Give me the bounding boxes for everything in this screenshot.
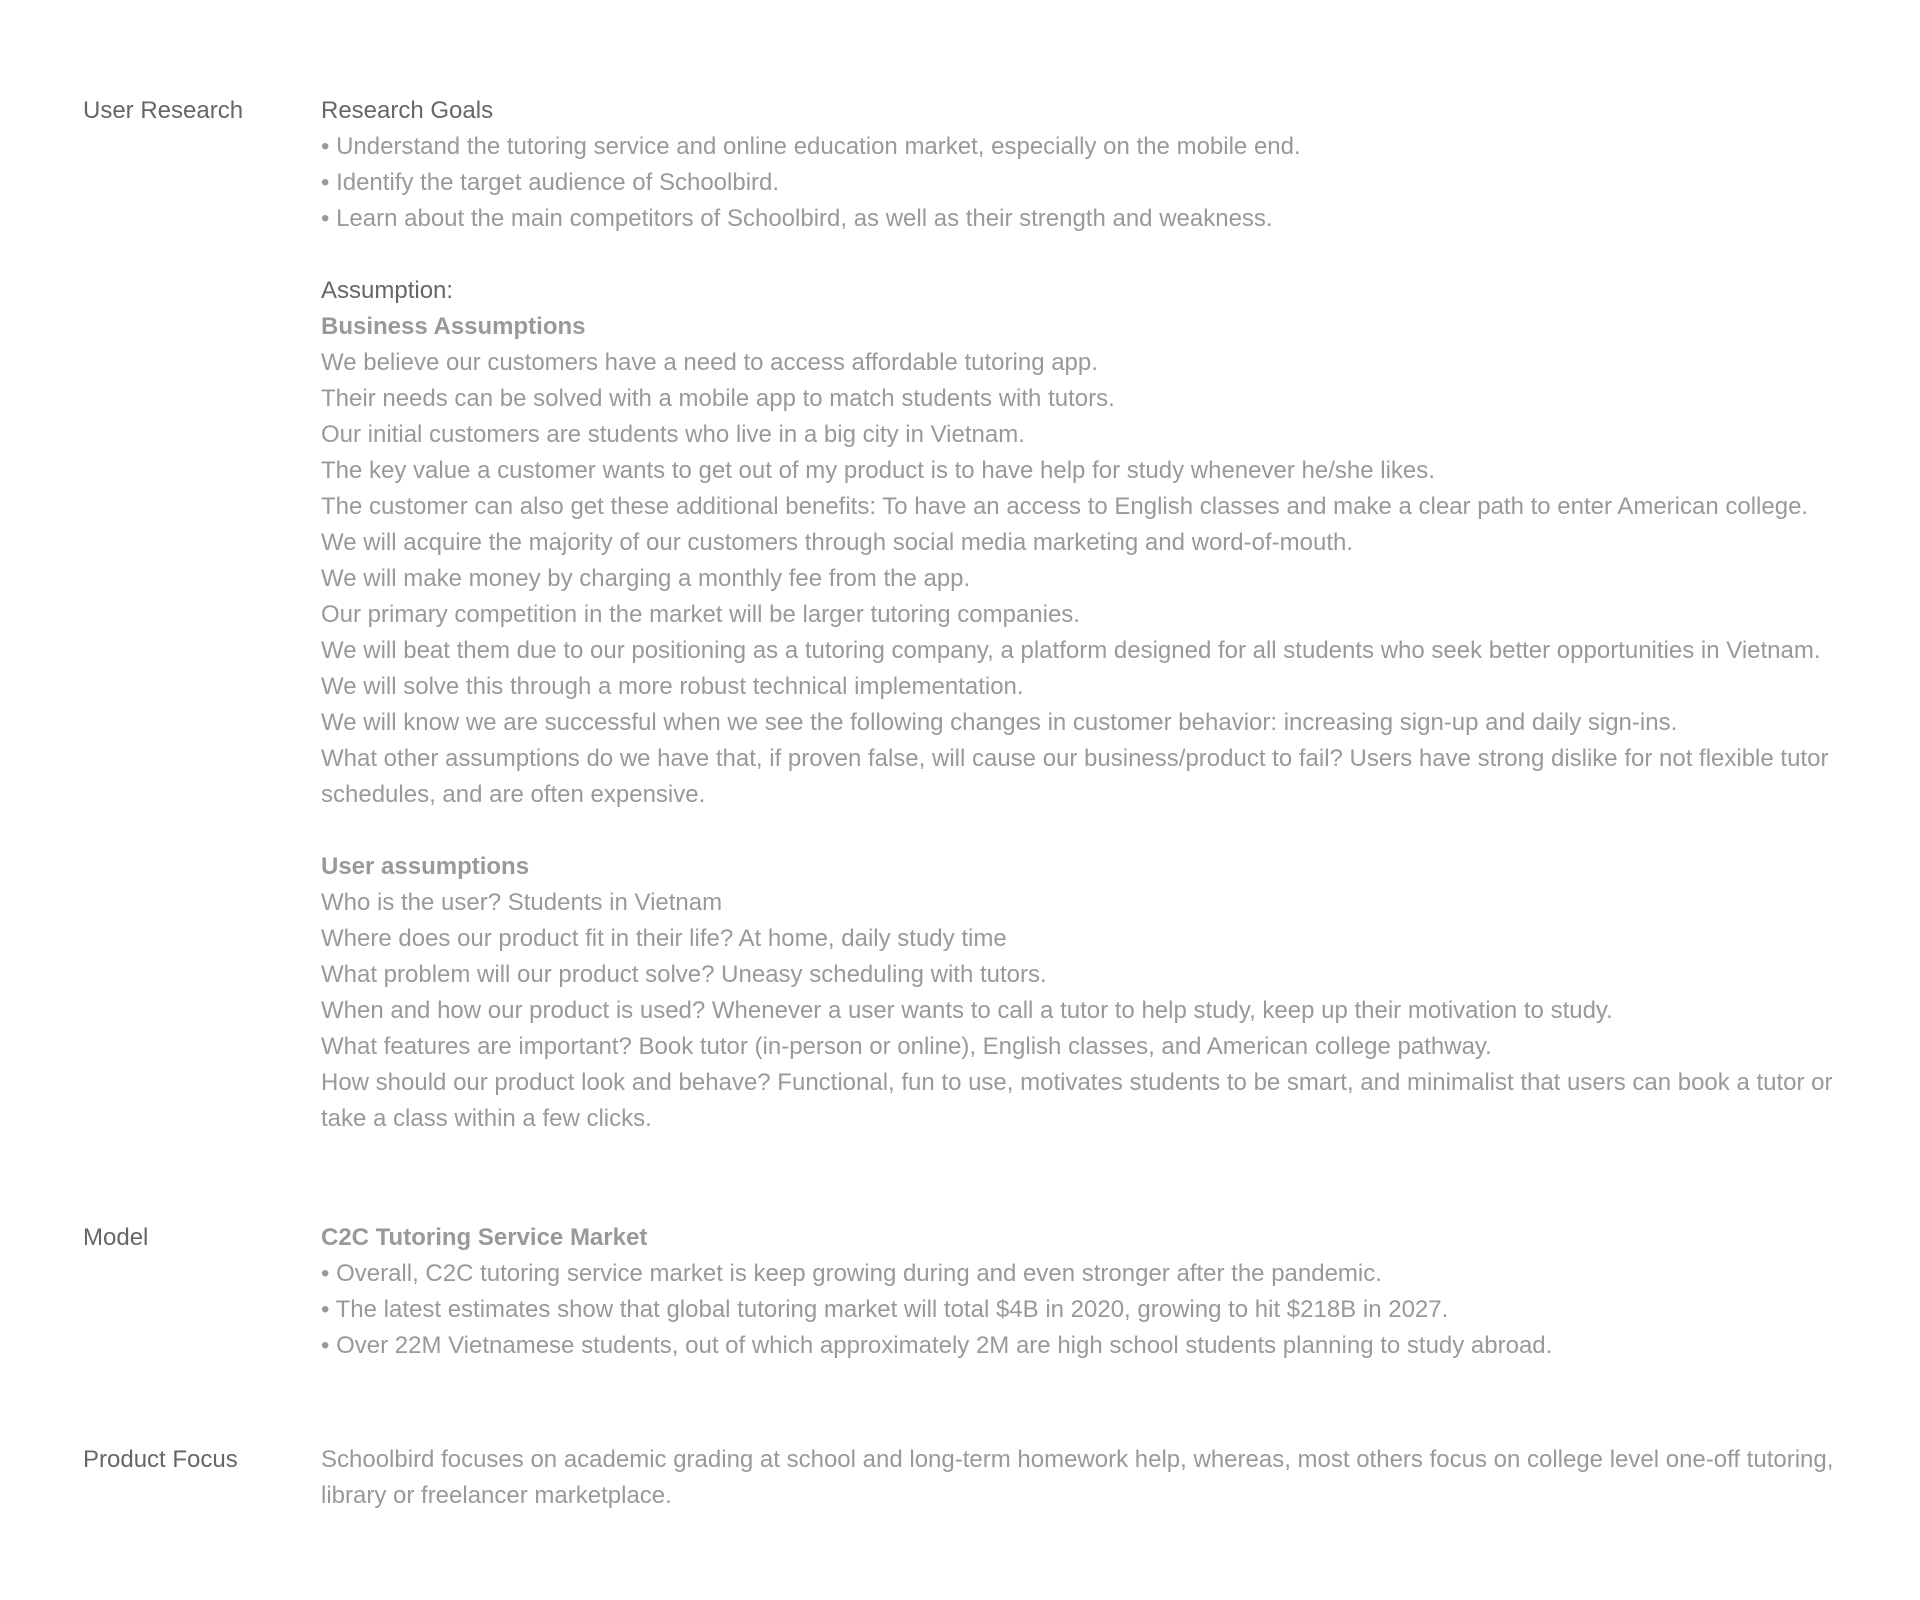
- model-label: Model: [83, 1224, 149, 1251]
- model-item: • The latest estimates show that global tutoring market will total $4B in 2020, growing to hit $218B in 2027.: [321, 1296, 1449, 1323]
- product-focus-label: Product Focus: [83, 1446, 238, 1473]
- user-assumption-line: How should our product look and behave? Functional, fun to use, motivates students to be smart, and minimalist that users can book a tutor or take a class within a few clicks.: [321, 1069, 1833, 1132]
- user-research-label: User Research: [83, 97, 244, 124]
- research-goal-item: • Understand the tutoring service and online education market, especially on the mobile end.: [321, 133, 1301, 160]
- business-assumption-line: What other assumptions do we have that, if proven false, will cause our business/product to fail? Users have strong dislike for not flexible tutor schedules, and are often expensive.: [321, 745, 1829, 808]
- user-assumption-line: What problem will our product solve? Uneasy scheduling with tutors.: [321, 961, 1047, 988]
- user-assumption-line: Where does our product fit in their life? At home, daily study time: [321, 925, 1007, 952]
- business-assumption-line: We will solve this through a more robust technical implementation.: [321, 673, 1024, 700]
- business-assumption-line: We believe our customers have a need to access affordable tutoring app.: [321, 349, 1098, 376]
- business-assumption-line: We will beat them due to our positioning as a tutoring company, a platform designed for all students who seek better opportunities in Vietnam.: [321, 637, 1821, 664]
- spacer: [321, 813, 1861, 849]
- user-research-body: [321, 93, 1861, 1137]
- assumption-heading: Assumption:: [321, 277, 454, 304]
- business-assumption-line: We will acquire the majority of our customers through social media marketing and word-of-mouth.: [321, 529, 1353, 556]
- business-assumption-line: Our primary competition in the market will be larger tutoring companies.: [321, 601, 1080, 628]
- user-assumptions-heading: User assumptions: [321, 853, 530, 880]
- model-item: • Overall, C2C tutoring service market is keep growing during and even stronger after the pandemic.: [321, 1260, 1382, 1287]
- model-body: [321, 1220, 1861, 1364]
- business-assumption-line: The customer can also get these additional benefits: To have an access to English classes and make a clear path to enter American college.: [321, 493, 1809, 520]
- business-assumption-line: Our initial customers are students who live in a big city in Vietnam.: [321, 421, 1025, 448]
- business-assumption-line: Their needs can be solved with a mobile app to match students with tutors.: [321, 385, 1115, 412]
- user-assumption-line: Who is the user? Students in Vietnam: [321, 889, 723, 916]
- model-item: • Over 22M Vietnamese students, out of which approximately 2M are high school students planning to study abroad.: [321, 1332, 1553, 1359]
- business-assumptions-heading: Business Assumptions: [321, 313, 586, 340]
- research-goal-item: • Learn about the main competitors of Schoolbird, as well as their strength and weakness.: [321, 205, 1273, 232]
- spacer: [321, 237, 1861, 273]
- product-focus-body: [321, 1442, 1861, 1514]
- user-assumption-line: When and how our product is used? Whenever a user wants to call a tutor to help study, keep up their motivation to study.: [321, 997, 1613, 1024]
- business-assumption-line: The key value a customer wants to get out of my product is to have help for study whenever he/she likes.: [321, 457, 1435, 484]
- business-assumption-line: We will know we are successful when we see the following changes in customer behavior: increasing sign-up and daily sign-ins.: [321, 709, 1678, 736]
- product-focus-text: Schoolbird focuses on academic grading at school and long-term homework help, whereas, most others focus on college level one-off tutoring, library or freelancer marketplace.: [321, 1446, 1834, 1509]
- user-assumption-line: What features are important? Book tutor (in-person or online), English classes, and American college pathway.: [321, 1033, 1492, 1060]
- research-goals-heading: Research Goals: [321, 97, 494, 124]
- research-goal-item: • Identify the target audience of Schoolbird.: [321, 169, 780, 196]
- model-heading: C2C Tutoring Service Market: [321, 1224, 648, 1251]
- business-assumption-line: We will make money by charging a monthly fee from the app.: [321, 565, 971, 592]
